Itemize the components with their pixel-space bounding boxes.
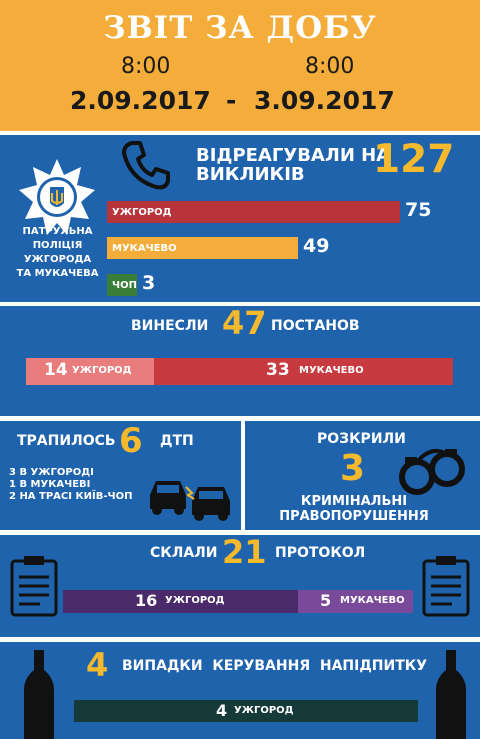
calls-bar xyxy=(107,237,298,259)
drunk-bar-uzhgorod xyxy=(74,700,418,722)
crimes-text-line2: ПРАВОПОРУШЕННЯ xyxy=(279,509,429,524)
bottle-icon xyxy=(22,648,56,739)
protocols-section xyxy=(0,535,480,637)
clipboard-icon xyxy=(10,555,58,617)
calls-bar xyxy=(107,274,137,296)
resolutions-uzh-value: 14 xyxy=(44,360,68,380)
protocols-uzh-label: УЖГОРОД xyxy=(165,595,225,606)
drunk-text: ВИПАДКИ КЕРУВАННЯ НАПІДПИТКУ xyxy=(122,658,428,674)
crimes-section xyxy=(245,421,480,530)
calls-bar-label: ЧОП xyxy=(112,279,137,291)
calls-text-line2: ВИКЛИКІВ xyxy=(196,164,305,185)
calls-bar-value: 49 xyxy=(303,235,330,257)
report-title: ЗВІТ ЗА ДОБУ xyxy=(103,10,377,46)
crimes-text-top: РОЗКРИЛИ xyxy=(317,431,406,447)
calls-section xyxy=(0,135,480,302)
protocols-text-before: СКЛАЛИ xyxy=(150,545,218,561)
crimes-total: 3 xyxy=(340,448,366,489)
resolutions-muk-value: 33 xyxy=(266,360,290,380)
protocols-bar-uzhgorod xyxy=(63,590,298,613)
date-start: 2.09.2017 xyxy=(70,86,211,115)
resolutions-bar-uzhgorod xyxy=(26,358,154,385)
drunk-bar-label: УЖГОРОД xyxy=(234,705,294,716)
accidents-text-after: ДТП xyxy=(160,433,194,449)
accidents-total: 6 xyxy=(119,421,143,461)
drunk-driving-section xyxy=(0,642,480,739)
time-start: 8:00 xyxy=(121,54,171,79)
handcuffs-icon xyxy=(397,439,469,501)
protocols-total: 21 xyxy=(222,535,267,571)
car-crash-icon xyxy=(146,469,234,523)
date-end: 3.09.2017 xyxy=(254,86,395,115)
protocols-muk-value: 5 xyxy=(320,591,332,610)
protocols-bar-mukachevo xyxy=(298,590,413,613)
phone-icon xyxy=(120,139,172,191)
header xyxy=(0,0,480,131)
resolutions-uzh-label: УЖГОРОД xyxy=(72,365,132,376)
crimes-text-line1: КРИМІНАЛЬНІ xyxy=(300,494,408,509)
drunk-total: 4 xyxy=(86,646,109,684)
org-line-1: ПАТРУЛЬНА xyxy=(22,226,93,237)
accidents-breakdown xyxy=(9,467,132,503)
resolutions-section xyxy=(0,306,480,416)
resolutions-total: 47 xyxy=(222,306,267,342)
org-line-2: ПОЛІЦІЯ xyxy=(32,240,83,251)
accidents-line-1: 3 В УЖГОРОДІ xyxy=(9,467,94,478)
resolutions-text-after: ПОСТАНОВ xyxy=(271,318,360,334)
calls-bar-value: 3 xyxy=(142,272,156,294)
time-end: 8:00 xyxy=(305,54,355,79)
resolutions-bar-mukachevo xyxy=(154,358,453,385)
accidents-section xyxy=(0,421,241,530)
protocols-text-after: ПРОТОКОЛ xyxy=(275,545,366,561)
org-line-4: ТА МУКАЧЕВА xyxy=(16,268,99,279)
accidents-line-2: 1 В МУКАЧЕВІ xyxy=(9,479,91,490)
calls-total: 127 xyxy=(373,137,455,182)
calls-text-line1: ВІДРЕАГУВАЛИ НА xyxy=(196,145,391,166)
protocols-uzh-value: 16 xyxy=(135,591,158,610)
protocols-muk-label: МУКАЧЕВО xyxy=(340,595,405,606)
calls-bar-value: 75 xyxy=(405,199,432,221)
accidents-text-before: ТРАПИЛОСЬ xyxy=(17,433,116,449)
drunk-bar-value: 4 xyxy=(216,701,228,720)
calls-bar xyxy=(107,201,400,223)
date-dash: - xyxy=(226,86,237,115)
clipboard-icon xyxy=(422,555,470,617)
org-line-3: УЖГОРОДА xyxy=(23,254,92,265)
calls-bar-label: МУКАЧЕВО xyxy=(112,242,177,254)
org-name xyxy=(0,225,115,281)
calls-bar-label: УЖГОРОД xyxy=(112,206,172,218)
accidents-line-3: 2 НА ТРАСІ КИЇВ-ЧОП xyxy=(9,491,133,502)
resolutions-muk-label: МУКАЧЕВО xyxy=(299,365,364,376)
resolutions-text-before: ВИНЕСЛИ xyxy=(131,318,209,334)
bottle-icon xyxy=(434,648,468,739)
